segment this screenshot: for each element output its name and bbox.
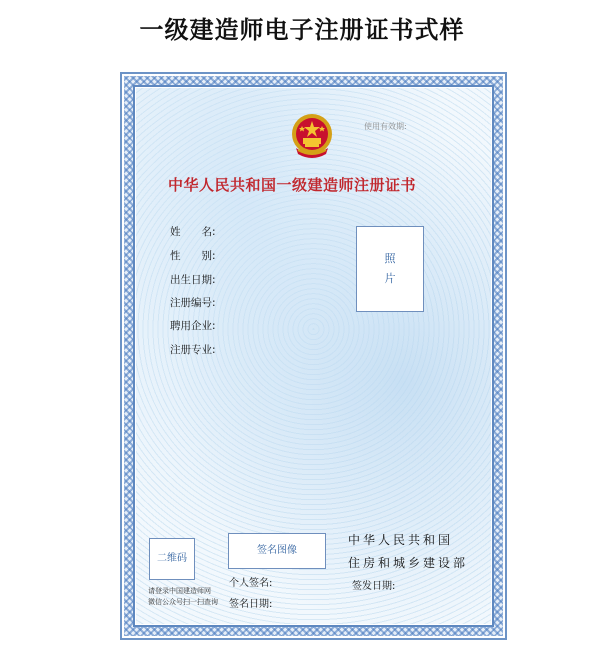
validity-label: 使用有效期: xyxy=(364,122,407,131)
field-birth-date: 出生日期: xyxy=(170,274,216,286)
field-gender: 性 别: xyxy=(170,250,216,262)
page-title: 一级建造师电子注册证书式样 xyxy=(139,15,465,44)
national-emblem-icon xyxy=(290,112,334,160)
issuer-line2: 住房和城乡建设部 xyxy=(348,556,469,570)
qr-code-box: 二维码 xyxy=(149,538,195,580)
field-specialty: 注册专业: xyxy=(170,344,216,356)
personal-signature-label: 个人签名: xyxy=(229,578,273,589)
photo-label-line1: 照 xyxy=(384,252,396,265)
field-name: 姓 名: xyxy=(170,226,216,238)
signature-image-box: 签名图像 xyxy=(228,533,326,569)
photo-label-line2: 片 xyxy=(384,272,396,285)
qr-note xyxy=(148,586,218,608)
field-employer: 聘用企业: xyxy=(170,320,216,332)
field-registration-number: 注册编号: xyxy=(170,297,216,309)
photo-box xyxy=(356,226,424,312)
qr-note-line1: 请登录中国建造师网 xyxy=(148,587,211,595)
issuer-line1: 中华人民共和国 xyxy=(348,533,454,547)
signature-date-label: 签名日期: xyxy=(229,599,273,610)
certificate-title: 中华人民共和国一级建造师注册证书 xyxy=(168,176,417,194)
qr-note-line2: 微信公众号扫一扫查询 xyxy=(148,598,218,606)
issue-date-label: 签发日期: xyxy=(352,581,396,592)
